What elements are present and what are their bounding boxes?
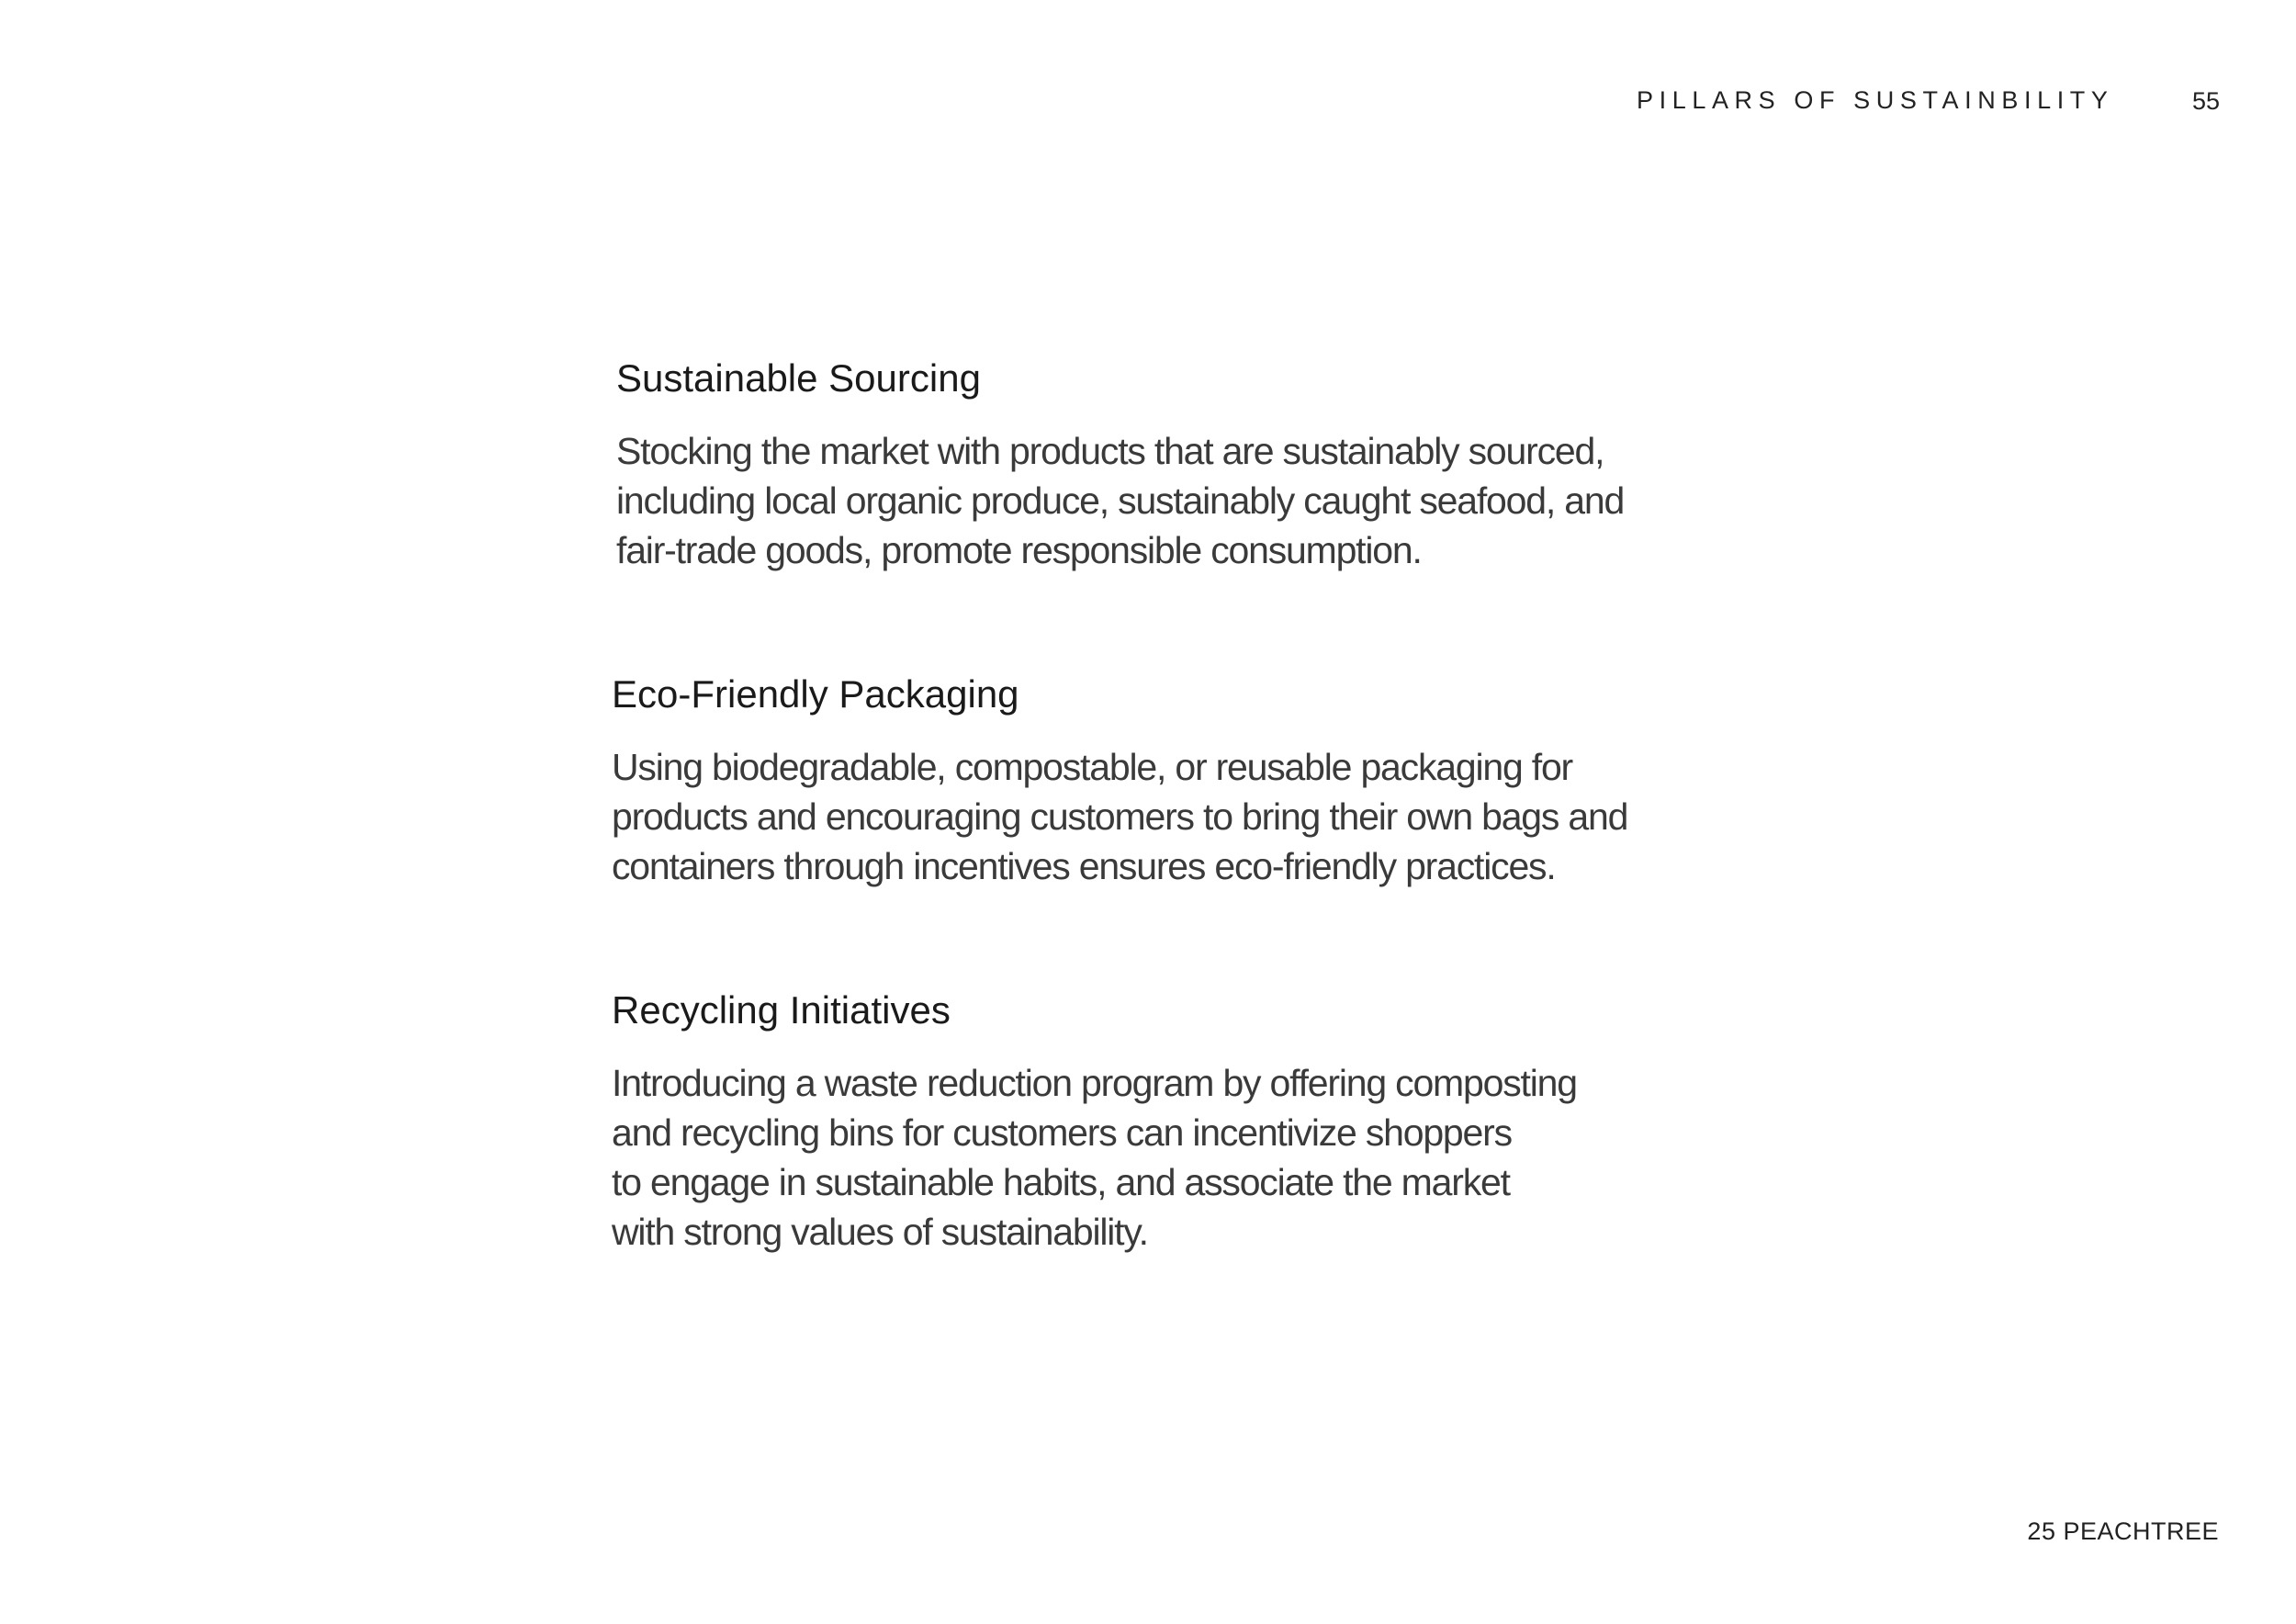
section-heading: Recycling Initiatives [612, 988, 951, 1032]
page-number: 55 [2192, 87, 2221, 115]
section-body: Stocking the market with products that are sustainably sourced, including local organic produce, sustainably caught seafood, and fair-trade goods, promote responsible consumption. [616, 430, 1625, 571]
section-sustainable-sourcing [616, 353, 1764, 575]
section-heading: Eco-Friendly Packaging [612, 672, 1019, 716]
section-recycling-initiatives [612, 985, 1760, 1257]
page-header-title: PILLARS OF SUSTAINBILITY [1637, 86, 2114, 114]
section-body: Using biodegradable, compostable, or reusable packaging for products and encouraging customers to bring their own bags and containers through incentives ensures eco-friendly practices. [612, 746, 1628, 887]
footer-label: 25 PEACHTREE [2027, 1517, 2219, 1545]
section-eco-friendly-packaging [612, 669, 1760, 891]
section-heading: Sustainable Sourcing [616, 356, 981, 400]
section-body: Introducing a waste reduction program by offering composting and recycling bins for customers can incentivize shoppers to engage in sustainable habits, and associate the market with strong values of sustainability. [612, 1062, 1577, 1253]
